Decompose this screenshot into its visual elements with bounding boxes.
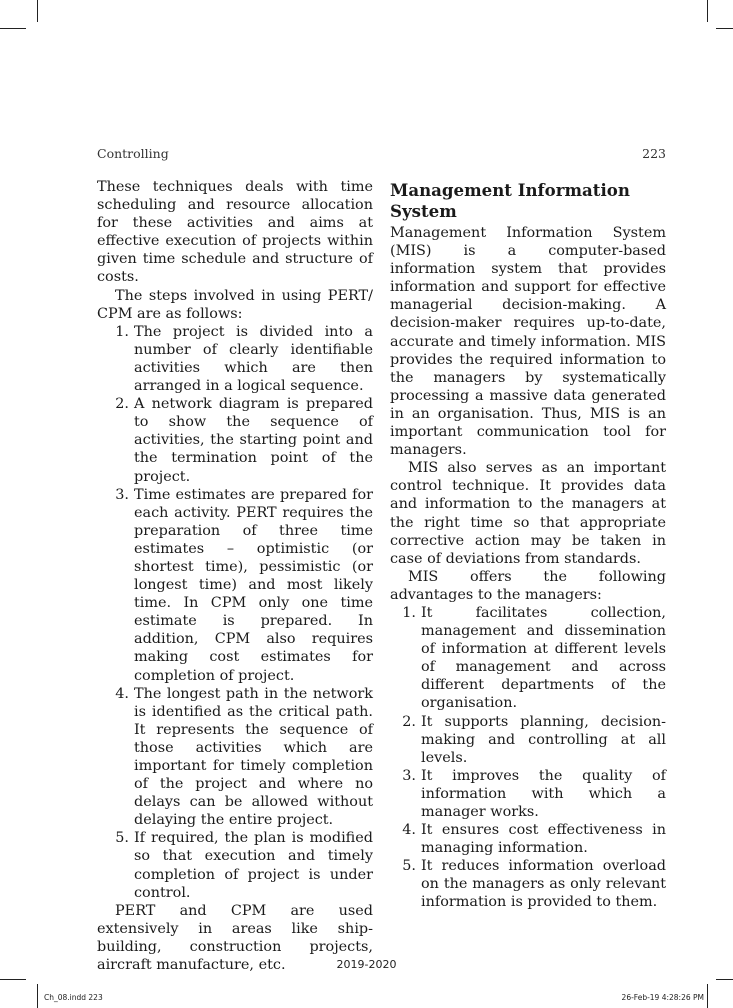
- list-text: It improves the quality of information with which a manager works.: [421, 767, 666, 820]
- list-text: Time estimates are prepared for each activity. PERT requires the preparation of three time estimates – optimistic (or shortest time), pessimistic (or longest time) and most likely time. In CPM only one time estimate is prepared. In addition, CPM also requires making cost estimates for completion of project.: [134, 486, 373, 684]
- page-number: 223: [642, 146, 666, 161]
- list-number: 3.: [115, 486, 129, 503]
- right-column: [390, 178, 666, 912]
- steps-intro-paragraph: The steps involved in using PERT/ CPM are as follows:: [97, 287, 373, 322]
- list-text: It supports planning, decision-making and controlling at all levels.: [421, 713, 666, 766]
- steps-list: [97, 323, 373, 902]
- list-number: 2.: [115, 396, 129, 413]
- left-column: [97, 178, 373, 974]
- list-number: 1.: [402, 604, 416, 621]
- crop-mark: [707, 0, 708, 22]
- crop-mark: [0, 28, 26, 29]
- section-heading: Management Information System: [390, 180, 630, 221]
- list-item: [97, 323, 373, 395]
- mis-paragraph: MIS offers the following advantages to the managers:: [390, 568, 666, 603]
- list-item: [390, 604, 666, 713]
- list-number: 3.: [402, 767, 416, 784]
- list-text: If required, the plan is modified so that execution and timely completion of project is under control.: [134, 830, 373, 901]
- list-number: 1.: [115, 323, 129, 340]
- list-item: [390, 821, 666, 857]
- list-text: The longest path in the network is identified as the critical path. It represents the sequence of those activities which are important for timely completion of the project and where no delays can be allowed without delaying the entire project.: [134, 685, 373, 829]
- crop-mark: [716, 28, 733, 29]
- list-item: [97, 395, 373, 485]
- list-item: [97, 685, 373, 830]
- crop-mark: [716, 979, 733, 980]
- intro-paragraph: These techniques deals with time scheduling and resource allocation for these activities and aims at effective execution of projects within given time schedule and structure of costs.: [97, 179, 373, 286]
- list-text: It ensures cost effectiveness in managing information.: [421, 822, 666, 857]
- list-item: [390, 713, 666, 767]
- list-number: 2.: [402, 713, 416, 730]
- advantages-list: [390, 604, 666, 912]
- file-slug: Ch_08.indd 223: [44, 993, 103, 1002]
- chapter-running-head: Controlling: [97, 146, 169, 161]
- closing-paragraph: PERT and CPM are used extensively in areas like ship-building, construction projects, aircraft manufacture, etc.: [97, 902, 373, 974]
- list-item: [390, 767, 666, 821]
- footer-year: 2019-2020: [336, 958, 397, 971]
- list-text: The project is divided into a number of clearly identifiable activities which are then arranged in a logical sequence.: [134, 323, 373, 395]
- list-number: 5.: [402, 858, 416, 875]
- list-text: It reduces information overload on the managers as only relevant information is provided to them.: [421, 858, 666, 911]
- crop-mark: [0, 979, 26, 980]
- crop-mark: [37, 984, 38, 1008]
- list-item: [97, 486, 373, 685]
- print-timestamp: 26-Feb-19 4:28:26 PM: [621, 993, 704, 1002]
- list-text: It facilitates collection, management and dissemination of information at different levels of management and across different departments of the organisation.: [421, 604, 666, 712]
- list-number: 4.: [402, 822, 416, 839]
- mis-paragraph: Management Information System (MIS) is a computer-based information system that provides information and support for effective managerial decision-making. A decision-maker requires up-to-date, accurate and timely information. MIS provides the required information to the managers by systematically processing a massive data generated in an organisation. Thus, MIS is an important communication tool for managers.: [390, 225, 666, 459]
- list-text: A network diagram is prepared to show the sequence of activities, the starting point and the termination point of the project.: [134, 396, 373, 485]
- list-item: [97, 829, 373, 901]
- list-number: 4.: [115, 685, 129, 702]
- list-number: 5.: [115, 830, 129, 847]
- crop-mark: [37, 0, 38, 22]
- mis-paragraph: MIS also serves as an important control technique. It provides data and information to the managers at the right time so that appropriate corrective action may be taken in case of deviations from standards.: [390, 460, 666, 567]
- list-item: [390, 857, 666, 911]
- crop-mark: [707, 984, 708, 1008]
